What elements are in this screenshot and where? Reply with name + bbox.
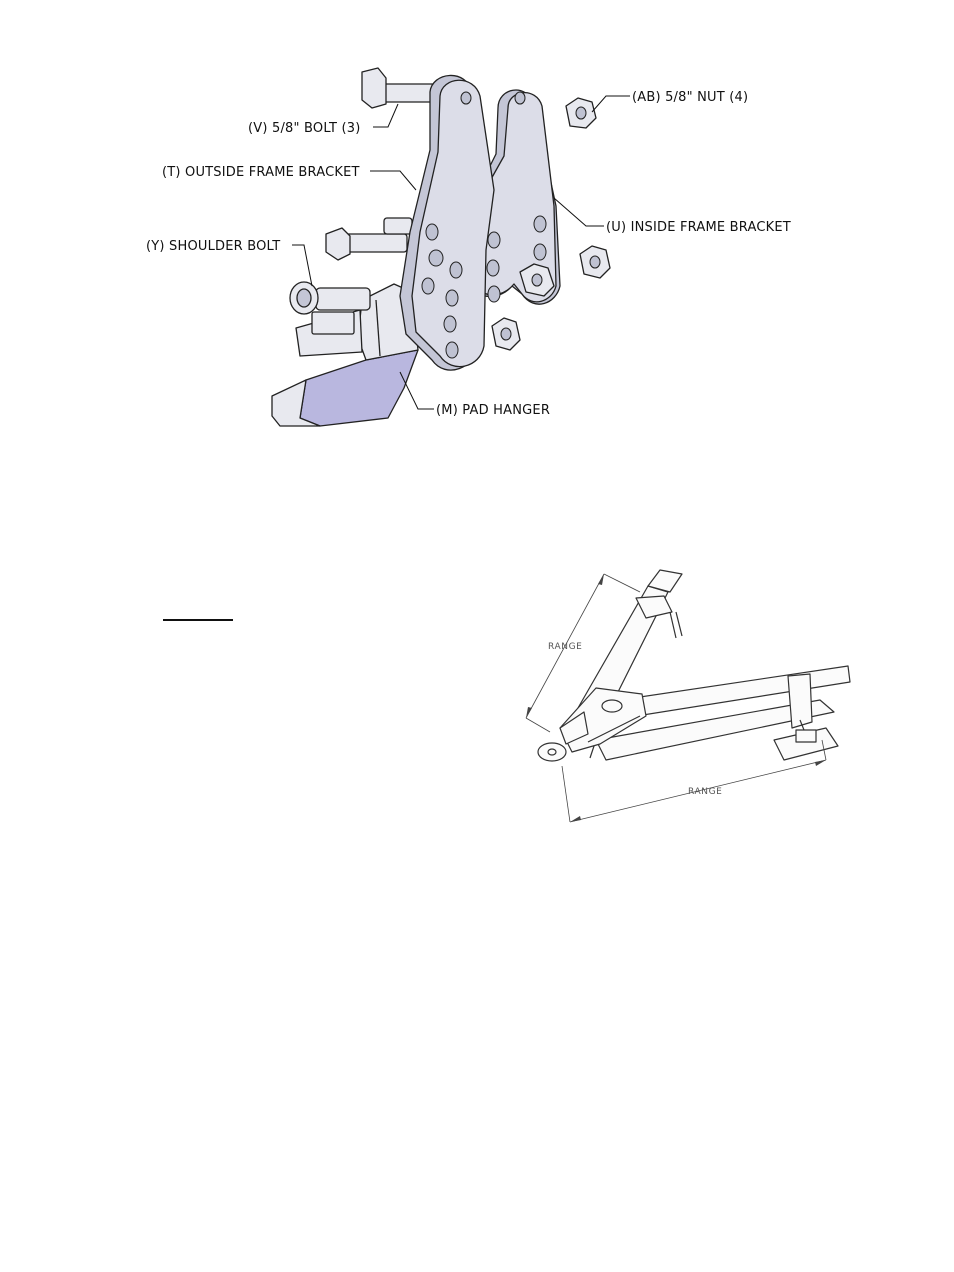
label-pad-hanger: (M) PAD HANGER bbox=[436, 403, 551, 418]
range-label-diagonal: RANGE bbox=[548, 642, 583, 652]
label-outside-frame-bracket: (T) OUTSIDE FRAME BRACKET bbox=[162, 165, 360, 180]
nut-ab-4 bbox=[492, 318, 520, 350]
shoulder-bolt-y bbox=[290, 282, 370, 314]
label-nut: (AB) 5/8" NUT (4) bbox=[632, 90, 749, 105]
nut-ab-1 bbox=[566, 98, 596, 128]
nut-ab-3 bbox=[520, 264, 554, 296]
outside-frame-bracket-t bbox=[400, 75, 494, 370]
label-shoulder-bolt: (Y) SHOULDER BOLT bbox=[146, 239, 281, 254]
tow-bar-range-diagram bbox=[526, 570, 850, 822]
label-inside-frame-bracket: (U) INSIDE FRAME BRACKET bbox=[606, 220, 791, 235]
range-label-horizontal: RANGE bbox=[688, 787, 723, 797]
nut-ab-2 bbox=[580, 246, 610, 278]
exploded-bracket-assembly bbox=[146, 68, 791, 426]
bolt-v-lower-stub bbox=[384, 218, 412, 234]
label-bolt: (V) 5/8" BOLT (3) bbox=[248, 121, 361, 136]
